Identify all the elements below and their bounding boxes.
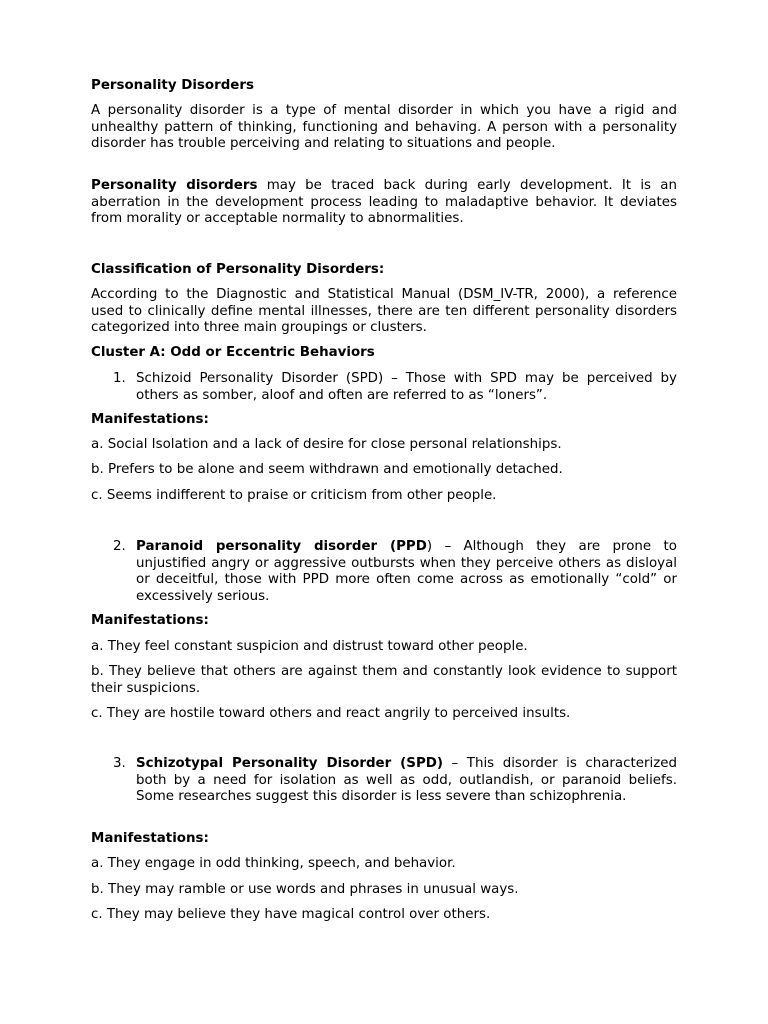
- list-number: 2.: [113, 539, 126, 554]
- classification-paragraph: According to the Diagnostic and Statistical Manual (DSM_IV-TR, 2000), a reference used to clinically define mental illnesses, there are ten different personality disorders categorized into three main groupings or clusters.: [91, 287, 677, 335]
- manifestation-item: b. They may ramble or use words and phrases in unusual ways.: [91, 882, 519, 897]
- manifestation-item: a. They engage in odd thinking, speech, and behavior.: [91, 856, 456, 871]
- early-development-paragraph: [91, 178, 677, 228]
- intro-paragraph: A personality disorder is a type of mental disorder in which you have a rigid and unhealthy pattern of thinking, functioning and behaving. A person with a personality disorder has trouble perceiving and relating to situations and people.: [91, 103, 677, 151]
- paragraph-rest: may be traced back during early development. It is an aberration in the development process leading to maladaptive behavior. It deviates from morality or acceptable normality to abnormalities.: [91, 178, 677, 226]
- manifestations-label: Manifestations:: [91, 412, 209, 427]
- manifestation-item: a. Social Isolation and a lack of desire for close personal relationships.: [91, 437, 562, 452]
- manifestation-item: a. They feel constant suspicion and distrust toward other people.: [91, 639, 528, 654]
- document-title: Personality Disorders: [91, 78, 254, 93]
- list-item-text: Schizotypal Personality Disorder (SPD) – This disorder is characterized both by a need for isolation as well as odd, outlandish, or paranoid beliefs. Some researches suggest this disorder is less severe than schizophrenia.: [136, 756, 677, 804]
- manifestation-item: b. They believe that others are against them and constantly look evidence to support their suspicions.: [91, 664, 677, 696]
- manifestation-item: c. They are hostile toward others and react angrily to perceived insults.: [91, 706, 571, 721]
- manifestation-item: c. Seems indifferent to praise or criticism from other people.: [91, 488, 497, 503]
- manifestations-label: Manifestations:: [91, 613, 209, 628]
- manifestation-item: c. They may believe they have magical control over others.: [91, 907, 491, 922]
- paragraph-bold-lead: Personality disorders: [91, 178, 258, 193]
- manifestations-label: Manifestations:: [91, 831, 209, 846]
- list-number: 1.: [113, 371, 126, 386]
- classification-heading: Classification of Personality Disorders:: [91, 262, 385, 277]
- manifestation-item: b. Prefers to be alone and seem withdrawn and emotionally detached.: [91, 462, 563, 477]
- list-number: 3.: [113, 756, 126, 771]
- cluster-a-heading: Cluster A: Odd or Eccentric Behaviors: [91, 345, 375, 360]
- list-item-text: Paranoid personality disorder (PPD) – Although they are prone to unjustified angry or aggressive outbursts when they perceive others as disloyal or deceitful, those with PPD more often come across as emotionally “cold” or excessively serious.: [136, 539, 677, 604]
- list-item-text: Schizoid Personality Disorder (SPD) – Those with SPD may be perceived by others as somber, aloof and often are referred to as “loners”.: [136, 371, 677, 403]
